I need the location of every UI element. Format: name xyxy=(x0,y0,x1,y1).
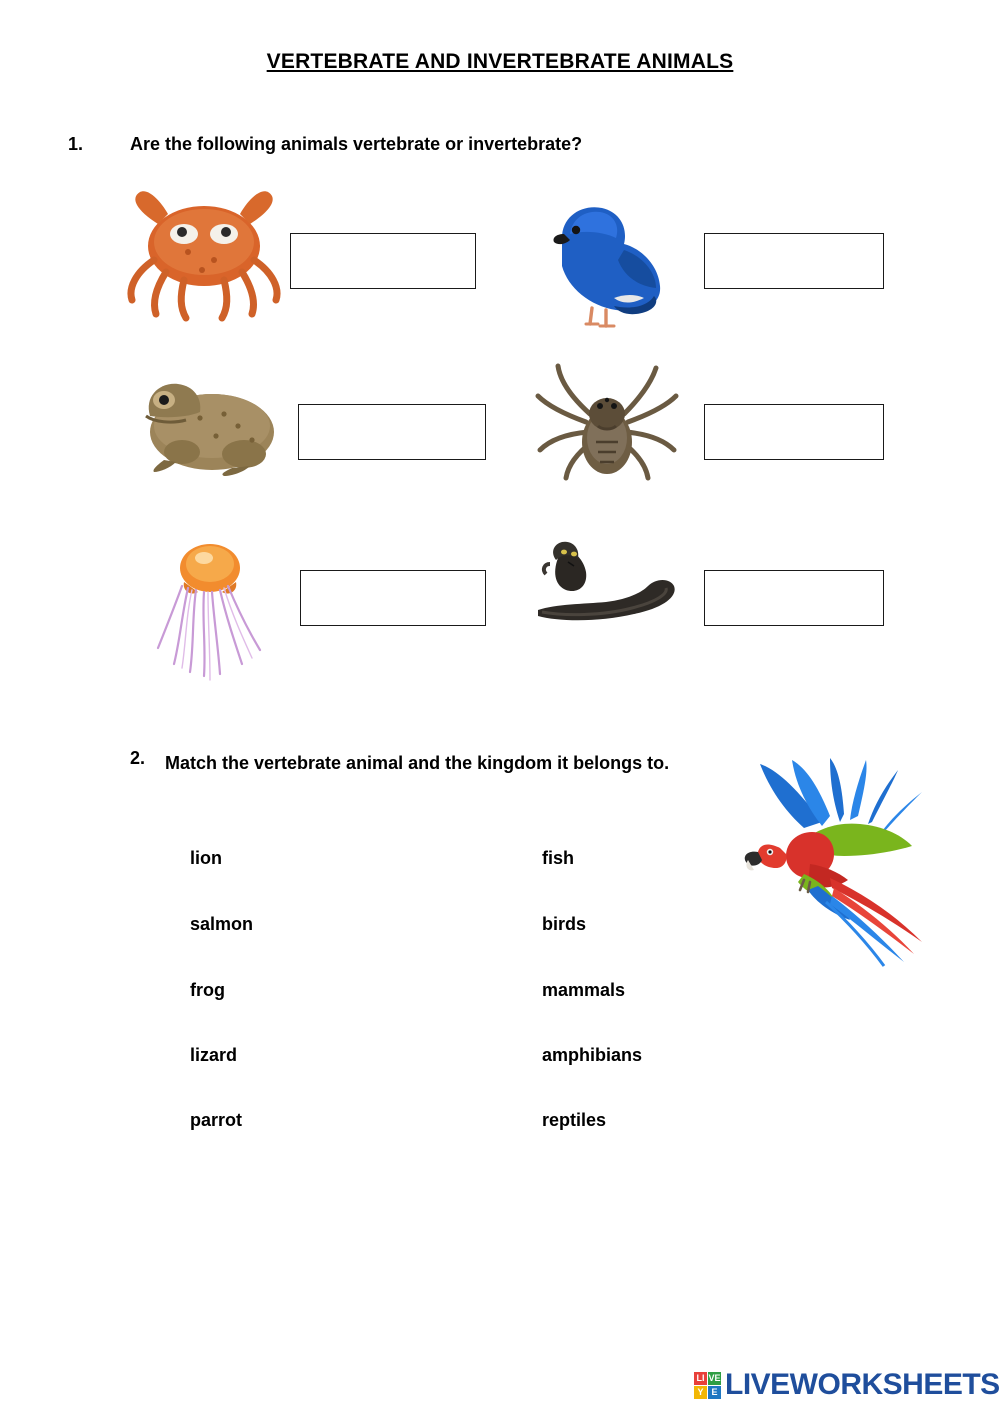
match-group-amphibians[interactable]: amphibians xyxy=(542,1045,643,1065)
page-title: VERTEBRATE AND INVERTEBRATE ANIMALS xyxy=(266,50,734,73)
logo-square-y: Y xyxy=(694,1386,707,1399)
answer-box-toad[interactable] xyxy=(298,404,486,460)
question-2-number: 2. xyxy=(130,748,146,768)
answer-box-crab[interactable] xyxy=(290,233,476,289)
crab-photo xyxy=(118,176,290,328)
match-animal-salmon[interactable]: salmon xyxy=(190,914,254,934)
logo-squares xyxy=(694,1372,721,1399)
jellyfish-photo xyxy=(152,524,302,684)
liveworksheets-logo[interactable] xyxy=(694,1368,1000,1402)
answer-box-bluebird[interactable] xyxy=(704,233,884,289)
match-group-birds[interactable]: birds xyxy=(542,914,587,934)
logo-brand-text: LIVEWORKSHEETS xyxy=(725,1368,1000,1401)
match-group-fish[interactable]: fish xyxy=(542,848,575,868)
macaw-parrot-illustration xyxy=(726,756,936,971)
match-group-mammals[interactable]: mammals xyxy=(542,980,626,1000)
match-animal-parrot[interactable]: parrot xyxy=(190,1110,243,1130)
match-group-reptiles[interactable]: reptiles xyxy=(542,1110,607,1130)
answer-box-jellyfish[interactable] xyxy=(300,570,486,626)
answer-box-cobra[interactable] xyxy=(704,570,884,626)
question-1-prompt: Are the following animals vertebrate or invertebrate? xyxy=(130,134,583,154)
logo-square-e: E xyxy=(708,1386,721,1399)
cobra-snake-photo xyxy=(516,530,692,630)
spider-photo xyxy=(528,356,688,488)
answer-box-spider[interactable] xyxy=(704,404,884,460)
match-animal-frog[interactable]: frog xyxy=(190,980,225,1000)
match-animal-lizard[interactable]: lizard xyxy=(190,1045,238,1065)
toad-photo xyxy=(120,356,290,486)
match-animal-lion[interactable]: lion xyxy=(190,848,222,868)
question-1-number: 1. xyxy=(68,134,84,154)
question-2-prompt: Match the vertebrate animal and the kingdom it belongs to. xyxy=(165,753,670,773)
logo-square-li: LI xyxy=(694,1372,707,1385)
bluebird-photo xyxy=(528,190,678,330)
logo-square-ve: VE xyxy=(708,1372,721,1383)
